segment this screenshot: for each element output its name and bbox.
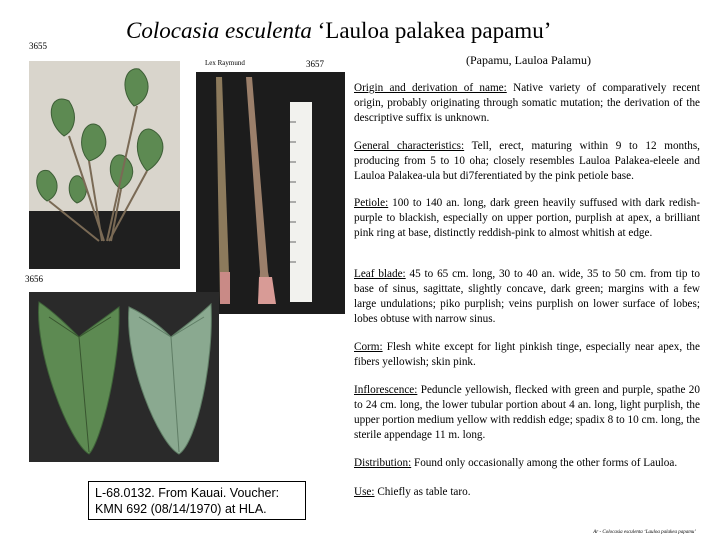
text-inflorescence: Peduncle yellowish, flecked with green and purple, spathe 20 to 24 cm. long, the lower tubular portion about 4 an. long, light purplish, the upper portion medium yellow with reddish edge; spadix 8 to 10 cm. long, the sterile appendage 11 m. long. — [354, 384, 700, 441]
page-footer: Ar - Colocasia esculenta ‘Lauloa palakea papamu’ — [593, 530, 696, 535]
description-use — [354, 485, 700, 500]
heading-petiole: Petiole: — [354, 197, 389, 209]
description-corm — [354, 340, 700, 370]
text-general: Tell, erect, maturing within 9 to 12 months, producing from 5 to 10 oha; closely resembles Lauloa Palakea-eleele and Lauloa Palakea-ula but di7ferentiated by the pink petiole base. — [354, 140, 700, 182]
voucher-line-2: KMN 692 (08/14/1970) at HLA. — [95, 502, 267, 516]
photo-petioles — [196, 72, 345, 314]
text-corm: Flesh white except for light pinkish tinge, especially near apex, the fibers yellowish; skin pink. — [354, 341, 700, 368]
text-origin: Native variety of comparatively recent origin, probably originating through somatic mutation; the derivation of the descriptive suffix is unknown. — [354, 82, 701, 124]
heading-general: General characteristics: — [354, 140, 465, 152]
heading-use: Use: — [354, 486, 375, 498]
photo-number-middle: 3657 — [306, 59, 324, 69]
description-general — [354, 139, 700, 184]
heading-origin: Origin and derivation of name: — [354, 82, 507, 94]
photo-number-top-left: 3655 — [29, 41, 47, 51]
title-cultivar: ‘Lauloa palakea papamu’ — [311, 18, 552, 43]
description-leaf-blade — [354, 267, 700, 327]
text-petiole: 100 to 140 an. long, dark green heavily suffused with dark redish-purple to blackish, especially on upper portion, purplish at apex, a brilliant pink ring at base, distinctly reddish-pink to almost whitish at edge. — [354, 197, 700, 239]
description-origin — [354, 81, 700, 126]
description-distribution — [354, 456, 700, 471]
heading-distribution: Distribution: — [354, 457, 412, 469]
title-species: Colocasia esculenta — [126, 18, 312, 43]
page-title — [126, 18, 551, 44]
text-leaf-blade: 45 to 65 cm. long, 30 to 40 an. wide, 35 to 50 cm. from tip to base of sinus, sagittate, slightly concave, dark green; margins with a few large undulations; piko purplish; veins purplish on lower surface of lobes; lobes obtuse with narrow sinus. — [354, 268, 700, 325]
description-petiole — [354, 196, 700, 241]
heading-leaf-blade: Leaf blade: — [354, 268, 406, 280]
page-subtitle: (Papamu, Lauloa Palamu) — [466, 53, 591, 67]
text-use: Chiefly as table taro. — [374, 486, 471, 498]
heading-inflorescence: Inflorescence: — [354, 384, 418, 396]
voucher-line-1: L-68.0132. From Kauai. Voucher: — [95, 486, 280, 500]
photo-leaf-blades — [29, 292, 219, 462]
photographer-credit: Lex Raymund — [205, 59, 245, 67]
text-distribution: Found only occasionally among the other forms of Lauloa. — [411, 457, 678, 469]
photo-number-bottom-left: 3656 — [25, 274, 43, 284]
photo-whole-plant — [29, 61, 180, 269]
voucher-box — [88, 481, 306, 520]
description-inflorescence — [354, 383, 700, 443]
heading-corm: Corm: — [354, 341, 383, 353]
